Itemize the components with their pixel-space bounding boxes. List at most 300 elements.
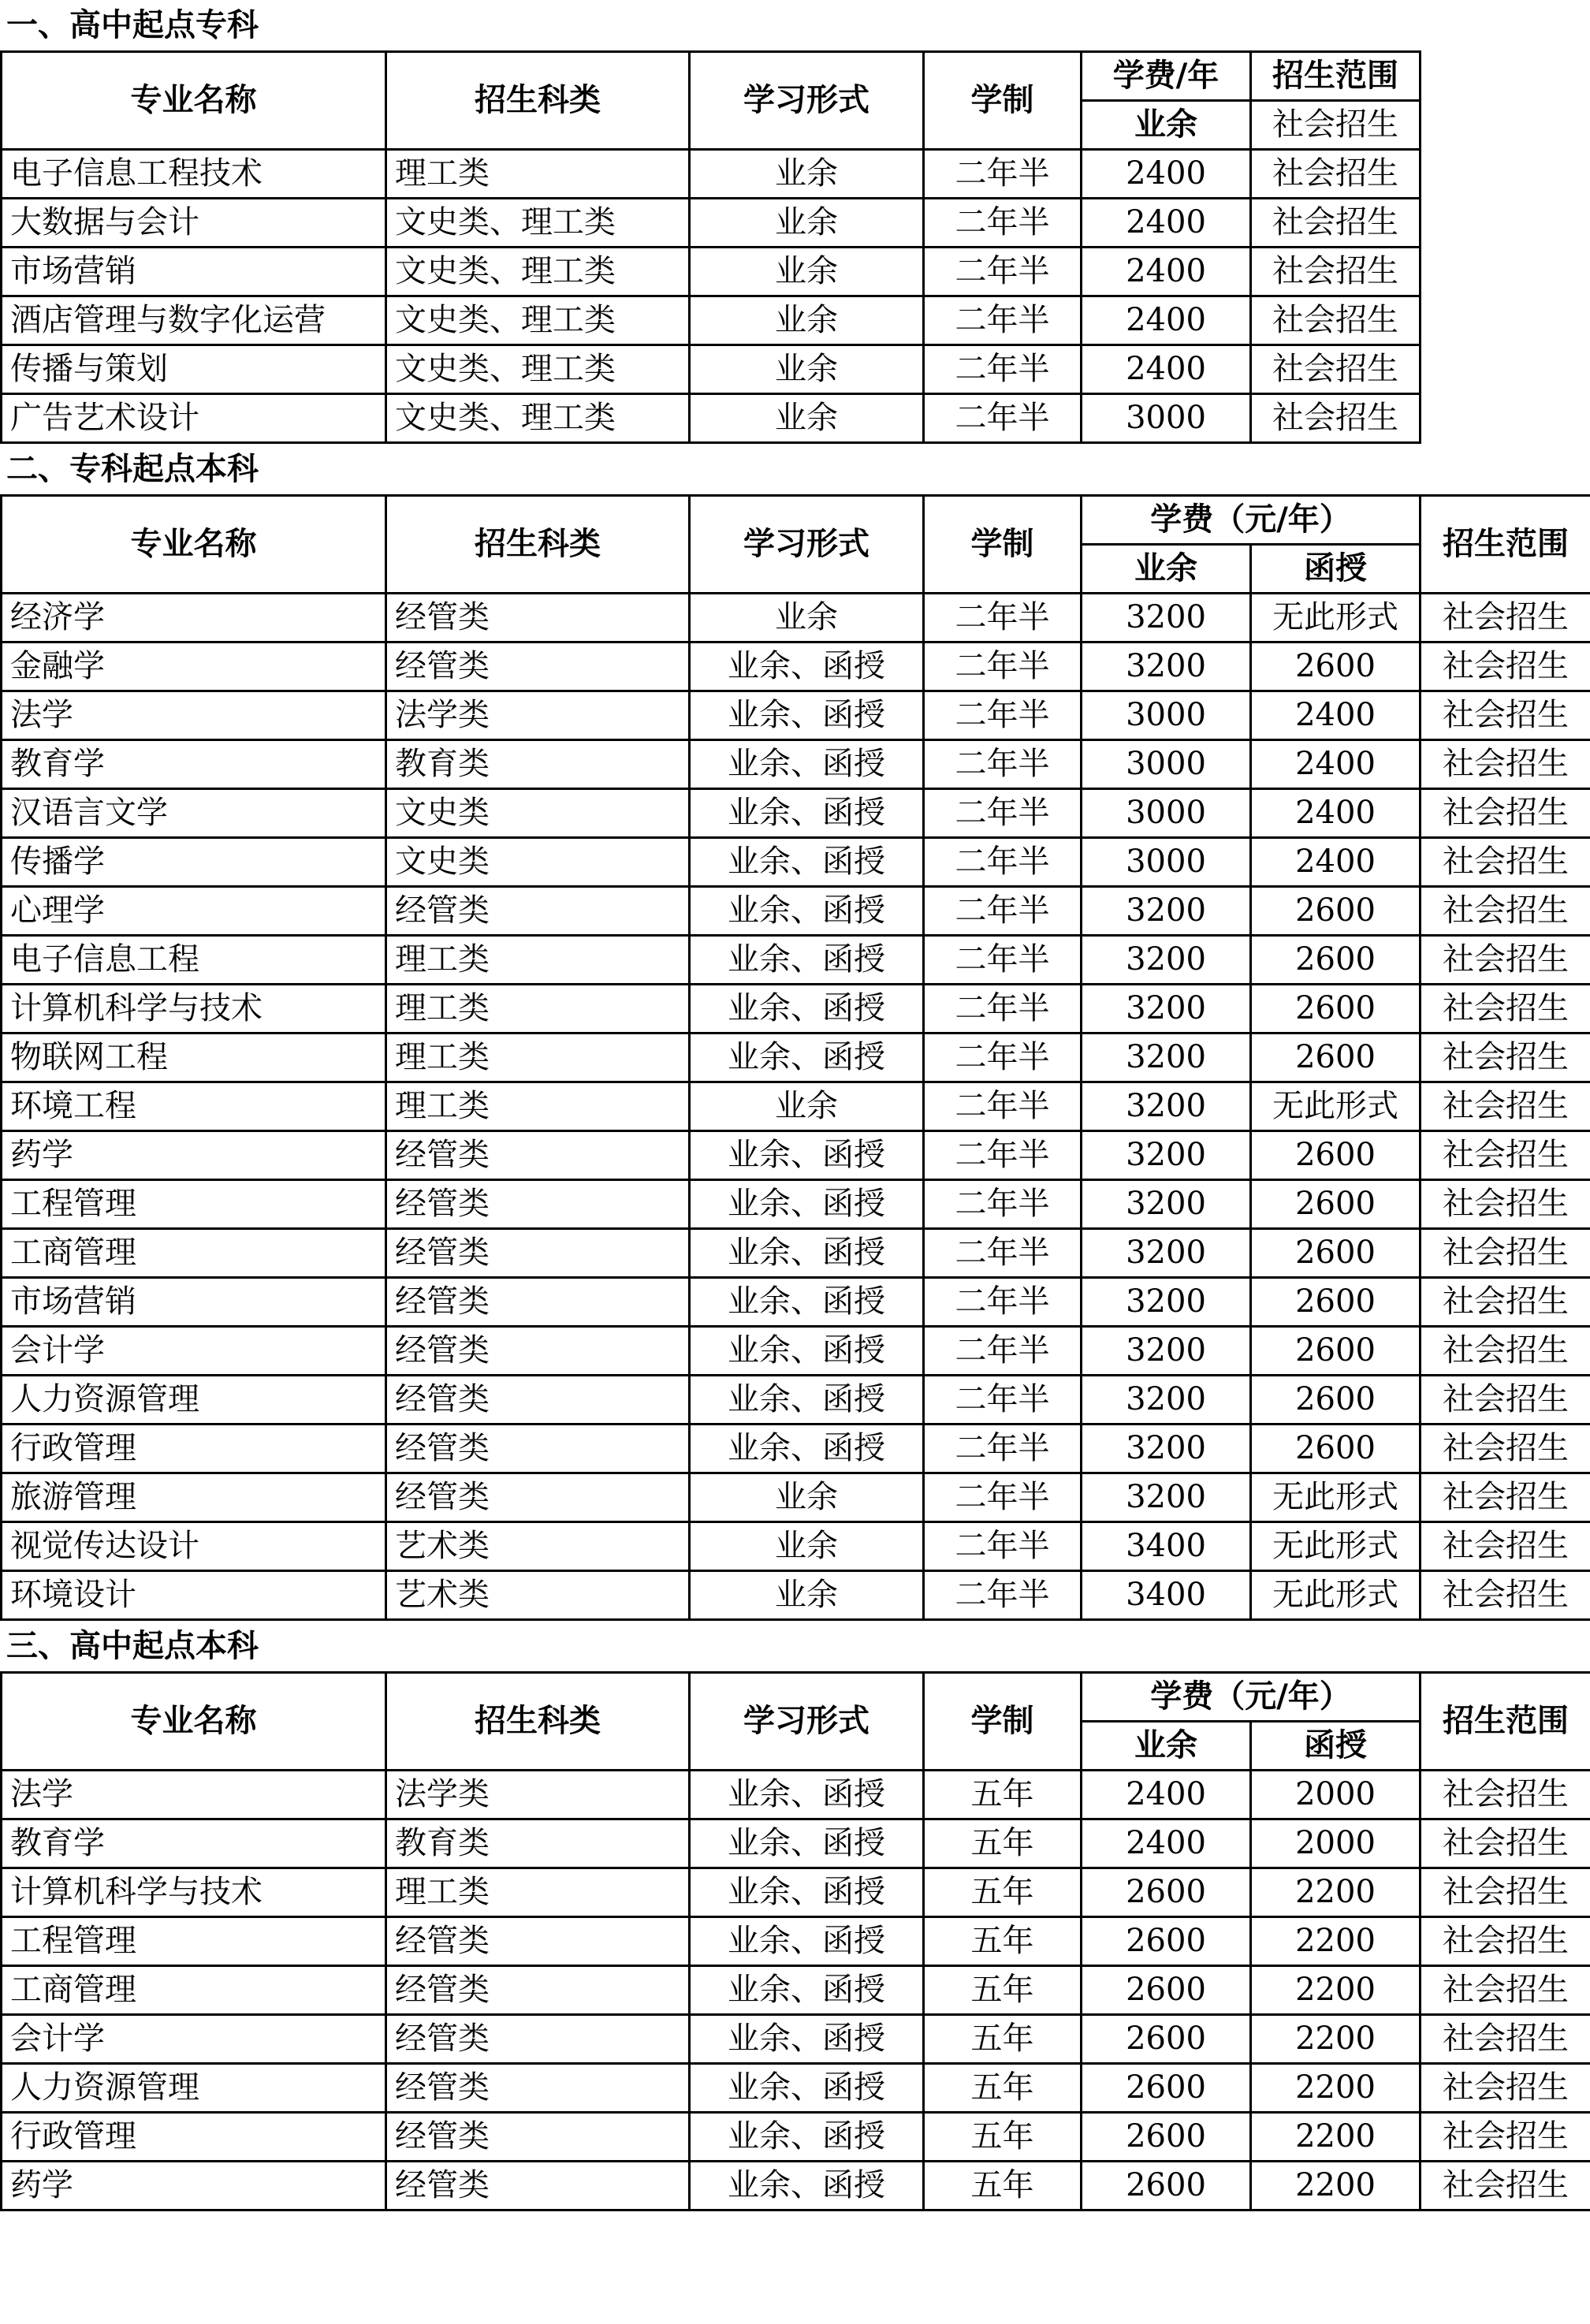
- cell-scope: 社会招生: [1421, 887, 1590, 936]
- header-name: 专业名称: [2, 496, 386, 594]
- cell-name: 传播学: [2, 838, 386, 887]
- cell-duration: 五年: [924, 1819, 1082, 1868]
- cell-fee-part-time: 2600: [1082, 2162, 1251, 2210]
- cell-form: 业余: [690, 345, 924, 394]
- table-row: [2, 1278, 1590, 1327]
- cell-fee-part-time: 3400: [1082, 1522, 1251, 1571]
- table-row: [2, 691, 1590, 740]
- table-row: [2, 1082, 1590, 1131]
- cell-scope: 社会招生: [1421, 1571, 1590, 1620]
- cell-duration: 五年: [924, 2162, 1082, 2210]
- table-row: [2, 1376, 1590, 1425]
- cell-name: 大数据与会计: [2, 199, 386, 248]
- cell-name: 旅游管理: [2, 1473, 386, 1522]
- cell-fee-correspondence: 2200: [1251, 1966, 1421, 2015]
- cell-name: 心理学: [2, 887, 386, 936]
- cell-name: 行政管理: [2, 2113, 386, 2162]
- cell-scope: 社会招生: [1421, 838, 1590, 887]
- cell-category: 艺术类: [386, 1571, 690, 1620]
- cell-name: 物联网工程: [2, 1034, 386, 1082]
- cell-form: 业余、函授: [690, 1229, 924, 1278]
- table-row: [2, 642, 1590, 691]
- cell-form: 业余、函授: [690, 1425, 924, 1473]
- table-row: [2, 887, 1590, 936]
- cell-name: 人力资源管理: [2, 2064, 386, 2113]
- cell-form: 业余、函授: [690, 1917, 924, 1966]
- cell-category: 理工类: [386, 1868, 690, 1917]
- table-row: [2, 150, 1421, 199]
- section-2-table: [0, 494, 1590, 1621]
- section-2-body: [2, 594, 1590, 1620]
- section-2-title: 二、专科起点本科: [6, 451, 259, 487]
- cell-duration: 二年半: [924, 936, 1082, 985]
- cell-fee-part-time: 2600: [1082, 2064, 1251, 2113]
- section-1-title: 一、高中起点专科: [6, 7, 259, 43]
- cell-scope: 社会招生: [1421, 1522, 1590, 1571]
- cell-category: 理工类: [386, 936, 690, 985]
- section-1-table: [0, 50, 1421, 444]
- table-row: [2, 1473, 1590, 1522]
- cell-name: 法学: [2, 691, 386, 740]
- table-row: [2, 936, 1590, 985]
- cell-form: 业余、函授: [690, 789, 924, 838]
- header-category: 招生科类: [386, 496, 690, 594]
- cell-category: 经管类: [386, 2113, 690, 2162]
- cell-form: 业余: [690, 150, 924, 199]
- cell-form: 业余、函授: [690, 2162, 924, 2210]
- cell-name: 药学: [2, 1131, 386, 1180]
- cell-fee-part-time: 3200: [1082, 1034, 1251, 1082]
- cell-form: 业余、函授: [690, 1868, 924, 1917]
- table-row: [2, 789, 1590, 838]
- cell-duration: 二年半: [924, 394, 1082, 443]
- cell-scope: 社会招生: [1421, 1868, 1590, 1917]
- cell-scope: 社会招生: [1421, 740, 1590, 789]
- cell-form: 业余、函授: [690, 1819, 924, 1868]
- cell-name: 金融学: [2, 642, 386, 691]
- cell-duration: 二年半: [924, 789, 1082, 838]
- cell-name: 工商管理: [2, 1966, 386, 2015]
- cell-scope: 社会招生: [1251, 394, 1421, 443]
- header-category: 招生科类: [386, 52, 690, 150]
- cell-category: 经管类: [386, 1229, 690, 1278]
- cell-scope: 社会招生: [1421, 1473, 1590, 1522]
- cell-form: 业余: [690, 1473, 924, 1522]
- cell-form: 业余、函授: [690, 936, 924, 985]
- cell-duration: 二年半: [924, 594, 1082, 642]
- cell-fee-correspondence: 无此形式: [1251, 1522, 1421, 1571]
- cell-fee-part-time: 3000: [1082, 740, 1251, 789]
- cell-category: 经管类: [386, 2162, 690, 2210]
- cell-form: 业余: [690, 394, 924, 443]
- header-name: 专业名称: [2, 52, 386, 150]
- table-row: [2, 2113, 1590, 2162]
- cell-category: 理工类: [386, 1034, 690, 1082]
- cell-fee-correspondence: 2400: [1251, 789, 1421, 838]
- cell-duration: 二年半: [924, 1327, 1082, 1376]
- cell-category: 文史类: [386, 838, 690, 887]
- cell-duration: 二年半: [924, 345, 1082, 394]
- cell-scope: 社会招生: [1421, 936, 1590, 985]
- cell-category: 文史类、理工类: [386, 248, 690, 296]
- table-row: [2, 2064, 1590, 2113]
- cell-category: 理工类: [386, 985, 690, 1034]
- header-scope: 招生范围: [1421, 1673, 1590, 1771]
- cell-scope: 社会招生: [1421, 1819, 1590, 1868]
- cell-scope: 社会招生: [1421, 2113, 1590, 2162]
- cell-form: 业余、函授: [690, 2064, 924, 2113]
- cell-category: 经管类: [386, 1473, 690, 1522]
- table-row: [2, 1917, 1590, 1966]
- cell-fee-part-time: 2400: [1082, 1819, 1251, 1868]
- cell-fee-part-time: 3200: [1082, 1082, 1251, 1131]
- cell-fee-part-time: 3000: [1082, 394, 1251, 443]
- cell-fee-correspondence: 2200: [1251, 1917, 1421, 1966]
- cell-duration: 二年半: [924, 985, 1082, 1034]
- cell-form: 业余、函授: [690, 1278, 924, 1327]
- cell-fee-part-time: 3200: [1082, 1229, 1251, 1278]
- cell-fee-correspondence: 无此形式: [1251, 1571, 1421, 1620]
- cell-fee-correspondence: 2200: [1251, 2015, 1421, 2064]
- cell-name: 广告艺术设计: [2, 394, 386, 443]
- cell-duration: 二年半: [924, 838, 1082, 887]
- table-row: [2, 594, 1590, 642]
- table-row: [2, 2015, 1590, 2064]
- cell-form: 业余: [690, 1082, 924, 1131]
- header-form: 学习形式: [690, 52, 924, 150]
- cell-name: 市场营销: [2, 248, 386, 296]
- cell-category: 经管类: [386, 1131, 690, 1180]
- cell-fee-correspondence: 2400: [1251, 740, 1421, 789]
- cell-category: 经管类: [386, 1917, 690, 1966]
- header-scope: 招生范围: [1421, 496, 1590, 594]
- cell-name: 药学: [2, 2162, 386, 2210]
- section-3-title: 三、高中起点本科: [6, 1628, 259, 1664]
- cell-fee-correspondence: 2600: [1251, 1034, 1421, 1082]
- cell-duration: 五年: [924, 1868, 1082, 1917]
- cell-form: 业余、函授: [690, 740, 924, 789]
- cell-fee-correspondence: 2600: [1251, 1376, 1421, 1425]
- cell-duration: 五年: [924, 2113, 1082, 2162]
- table-row: [2, 838, 1590, 887]
- header-fee: 学费/年: [1082, 52, 1251, 101]
- cell-scope: 社会招生: [1421, 1180, 1590, 1229]
- cell-scope: 社会招生: [1421, 1278, 1590, 1327]
- cell-duration: 二年半: [924, 1034, 1082, 1082]
- cell-duration: 二年半: [924, 248, 1082, 296]
- cell-name: 行政管理: [2, 1425, 386, 1473]
- cell-fee-part-time: 3200: [1082, 1131, 1251, 1180]
- cell-name: 工程管理: [2, 1917, 386, 1966]
- cell-fee-part-time: 3200: [1082, 642, 1251, 691]
- cell-category: 文史类、理工类: [386, 296, 690, 345]
- cell-category: 法学类: [386, 691, 690, 740]
- cell-name: 市场营销: [2, 1278, 386, 1327]
- table-row: [2, 1327, 1590, 1376]
- cell-category: 经管类: [386, 1966, 690, 2015]
- section-3-table: [0, 1671, 1590, 2211]
- cell-fee-correspondence: 2200: [1251, 2162, 1421, 2210]
- cell-scope: 社会招生: [1251, 199, 1421, 248]
- cell-name: 计算机科学与技术: [2, 985, 386, 1034]
- cell-fee-part-time: 2400: [1082, 199, 1251, 248]
- cell-fee-part-time: 2600: [1082, 2015, 1251, 2064]
- cell-category: 教育类: [386, 740, 690, 789]
- cell-name: 计算机科学与技术: [2, 1868, 386, 1917]
- cell-scope: 社会招生: [1421, 594, 1590, 642]
- cell-duration: 二年半: [924, 1425, 1082, 1473]
- section-3-body: [2, 1771, 1590, 2210]
- header-part-time: 业余: [1082, 1722, 1251, 1771]
- cell-fee-correspondence: 2600: [1251, 985, 1421, 1034]
- cell-category: 经管类: [386, 1376, 690, 1425]
- cell-form: 业余、函授: [690, 1034, 924, 1082]
- table-row: [2, 296, 1421, 345]
- cell-name: 酒店管理与数字化运营: [2, 296, 386, 345]
- cell-duration: 二年半: [924, 691, 1082, 740]
- header-duration: 学制: [924, 52, 1082, 150]
- cell-duration: 二年半: [924, 642, 1082, 691]
- header-correspondence: 函授: [1251, 545, 1421, 594]
- cell-scope: 社会招生: [1421, 691, 1590, 740]
- table-row: [2, 248, 1421, 296]
- header-fee: 学费（元/年）: [1082, 1673, 1421, 1722]
- cell-fee-part-time: 2600: [1082, 2113, 1251, 2162]
- cell-name: 经济学: [2, 594, 386, 642]
- table-row: [2, 1868, 1590, 1917]
- cell-name: 电子信息工程: [2, 936, 386, 985]
- cell-scope: 社会招生: [1421, 1376, 1590, 1425]
- header-form: 学习形式: [690, 1673, 924, 1771]
- cell-fee-part-time: 3200: [1082, 936, 1251, 985]
- cell-fee-correspondence: 2600: [1251, 1278, 1421, 1327]
- cell-form: 业余、函授: [690, 1131, 924, 1180]
- cell-form: 业余、函授: [690, 1180, 924, 1229]
- header-form: 学习形式: [690, 496, 924, 594]
- cell-fee-part-time: 3000: [1082, 789, 1251, 838]
- cell-fee-part-time: 2400: [1082, 150, 1251, 199]
- cell-scope: 社会招生: [1421, 1229, 1590, 1278]
- cell-category: 经管类: [386, 2015, 690, 2064]
- cell-category: 经管类: [386, 1425, 690, 1473]
- cell-fee-correspondence: 2400: [1251, 691, 1421, 740]
- header-duration: 学制: [924, 1673, 1082, 1771]
- cell-category: 经管类: [386, 594, 690, 642]
- cell-category: 文史类、理工类: [386, 394, 690, 443]
- cell-scope: 社会招生: [1251, 296, 1421, 345]
- cell-fee-part-time: 3000: [1082, 691, 1251, 740]
- cell-category: 经管类: [386, 887, 690, 936]
- cell-fee-correspondence: 2200: [1251, 1868, 1421, 1917]
- section-1-body: [2, 150, 1421, 443]
- cell-fee-correspondence: 2400: [1251, 838, 1421, 887]
- cell-category: 理工类: [386, 1082, 690, 1131]
- cell-form: 业余: [690, 1522, 924, 1571]
- cell-scope: 社会招生: [1421, 789, 1590, 838]
- cell-fee-part-time: 3200: [1082, 1278, 1251, 1327]
- cell-name: 工程管理: [2, 1180, 386, 1229]
- cell-category: 理工类: [386, 150, 690, 199]
- cell-duration: 五年: [924, 1771, 1082, 1819]
- cell-duration: 二年半: [924, 150, 1082, 199]
- cell-scope: 社会招生: [1251, 150, 1421, 199]
- table-row: [2, 1819, 1590, 1868]
- cell-fee-correspondence: 2000: [1251, 1819, 1421, 1868]
- cell-fee-correspondence: 2600: [1251, 1229, 1421, 1278]
- cell-form: 业余、函授: [690, 691, 924, 740]
- cell-category: 经管类: [386, 2064, 690, 2113]
- cell-duration: 二年半: [924, 199, 1082, 248]
- cell-form: 业余、函授: [690, 642, 924, 691]
- table-row: [2, 1229, 1590, 1278]
- cell-fee-part-time: 2400: [1082, 248, 1251, 296]
- table-row: [2, 985, 1590, 1034]
- table-row: [2, 1571, 1590, 1620]
- cell-scope: 社会招生: [1421, 1425, 1590, 1473]
- table-row: [2, 1966, 1590, 2015]
- cell-fee-part-time: 3400: [1082, 1571, 1251, 1620]
- cell-fee-correspondence: 2600: [1251, 936, 1421, 985]
- cell-form: 业余: [690, 1571, 924, 1620]
- cell-form: 业余、函授: [690, 1966, 924, 2015]
- cell-duration: 五年: [924, 2015, 1082, 2064]
- table-row: [2, 1034, 1590, 1082]
- cell-form: 业余、函授: [690, 1376, 924, 1425]
- header-duration: 学制: [924, 496, 1082, 594]
- cell-duration: 二年半: [924, 1180, 1082, 1229]
- cell-form: 业余、函授: [690, 1327, 924, 1376]
- cell-name: 环境设计: [2, 1571, 386, 1620]
- cell-form: 业余: [690, 248, 924, 296]
- table-row: [2, 1522, 1590, 1571]
- cell-fee-correspondence: 2600: [1251, 642, 1421, 691]
- cell-fee-part-time: 3200: [1082, 1327, 1251, 1376]
- cell-scope: 社会招生: [1421, 2162, 1590, 2210]
- cell-name: 教育学: [2, 1819, 386, 1868]
- cell-name: 电子信息工程技术: [2, 150, 386, 199]
- cell-scope: 社会招生: [1421, 1327, 1590, 1376]
- cell-fee-part-time: 2600: [1082, 1868, 1251, 1917]
- cell-duration: 二年半: [924, 1229, 1082, 1278]
- header-scope-sub: 社会招生: [1251, 101, 1421, 150]
- cell-fee-part-time: 2400: [1082, 345, 1251, 394]
- cell-form: 业余、函授: [690, 838, 924, 887]
- table-row: [2, 394, 1421, 443]
- cell-duration: 五年: [924, 1917, 1082, 1966]
- cell-scope: 社会招生: [1421, 2064, 1590, 2113]
- header-name: 专业名称: [2, 1673, 386, 1771]
- header-correspondence: 函授: [1251, 1722, 1421, 1771]
- header-part-time: 业余: [1082, 101, 1251, 150]
- cell-duration: 二年半: [924, 1082, 1082, 1131]
- cell-fee-correspondence: 2600: [1251, 1425, 1421, 1473]
- cell-form: 业余、函授: [690, 2015, 924, 2064]
- cell-fee-part-time: 3200: [1082, 985, 1251, 1034]
- cell-category: 经管类: [386, 1327, 690, 1376]
- cell-fee-part-time: 3000: [1082, 838, 1251, 887]
- cell-form: 业余: [690, 199, 924, 248]
- cell-category: 文史类: [386, 789, 690, 838]
- cell-fee-correspondence: 2600: [1251, 887, 1421, 936]
- cell-scope: 社会招生: [1421, 1917, 1590, 1966]
- cell-fee-part-time: 2600: [1082, 1966, 1251, 2015]
- table-row: [2, 740, 1590, 789]
- cell-fee-correspondence: 2600: [1251, 1327, 1421, 1376]
- cell-name: 环境工程: [2, 1082, 386, 1131]
- cell-name: 会计学: [2, 2015, 386, 2064]
- cell-scope: 社会招生: [1421, 642, 1590, 691]
- cell-duration: 二年半: [924, 1522, 1082, 1571]
- header-category: 招生科类: [386, 1673, 690, 1771]
- cell-fee-part-time: 3200: [1082, 1425, 1251, 1473]
- cell-name: 传播与策划: [2, 345, 386, 394]
- table-row: [2, 345, 1421, 394]
- cell-name: 会计学: [2, 1327, 386, 1376]
- cell-name: 汉语言文学: [2, 789, 386, 838]
- cell-duration: 二年半: [924, 1473, 1082, 1522]
- cell-fee-part-time: 3200: [1082, 1376, 1251, 1425]
- cell-fee-correspondence: 2600: [1251, 1131, 1421, 1180]
- table-row: [2, 1180, 1590, 1229]
- cell-scope: 社会招生: [1421, 1082, 1590, 1131]
- table-row: [2, 1425, 1590, 1473]
- cell-scope: 社会招生: [1421, 1131, 1590, 1180]
- cell-duration: 二年半: [924, 1131, 1082, 1180]
- cell-fee-part-time: 2600: [1082, 1917, 1251, 1966]
- cell-category: 文史类、理工类: [386, 345, 690, 394]
- cell-category: 艺术类: [386, 1522, 690, 1571]
- cell-fee-correspondence: 2200: [1251, 2113, 1421, 2162]
- cell-category: 法学类: [386, 1771, 690, 1819]
- cell-name: 人力资源管理: [2, 1376, 386, 1425]
- cell-fee-part-time: 2400: [1082, 296, 1251, 345]
- cell-category: 文史类、理工类: [386, 199, 690, 248]
- cell-fee-correspondence: 2200: [1251, 2064, 1421, 2113]
- cell-scope: 社会招生: [1251, 248, 1421, 296]
- cell-scope: 社会招生: [1421, 1034, 1590, 1082]
- cell-form: 业余、函授: [690, 1771, 924, 1819]
- cell-duration: 二年半: [924, 1571, 1082, 1620]
- cell-form: 业余、函授: [690, 985, 924, 1034]
- cell-fee-correspondence: 无此形式: [1251, 594, 1421, 642]
- cell-duration: 二年半: [924, 1278, 1082, 1327]
- cell-fee-correspondence: 无此形式: [1251, 1082, 1421, 1131]
- header-scope: 招生范围: [1251, 52, 1421, 101]
- cell-duration: 二年半: [924, 740, 1082, 789]
- cell-fee-correspondence: 2000: [1251, 1771, 1421, 1819]
- cell-category: 经管类: [386, 1278, 690, 1327]
- cell-duration: 五年: [924, 1966, 1082, 2015]
- cell-name: 视觉传达设计: [2, 1522, 386, 1571]
- table-row: [2, 199, 1421, 248]
- cell-fee-part-time: 3200: [1082, 887, 1251, 936]
- cell-duration: 五年: [924, 2064, 1082, 2113]
- cell-form: 业余、函授: [690, 887, 924, 936]
- cell-fee-part-time: 3200: [1082, 1473, 1251, 1522]
- cell-fee-part-time: 3200: [1082, 1180, 1251, 1229]
- cell-name: 教育学: [2, 740, 386, 789]
- cell-category: 经管类: [386, 1180, 690, 1229]
- cell-category: 教育类: [386, 1819, 690, 1868]
- table-row: [2, 1771, 1590, 1819]
- cell-fee-part-time: 2400: [1082, 1771, 1251, 1819]
- cell-duration: 二年半: [924, 296, 1082, 345]
- table-row: [2, 1131, 1590, 1180]
- cell-form: 业余: [690, 594, 924, 642]
- cell-duration: 二年半: [924, 887, 1082, 936]
- cell-form: 业余、函授: [690, 2113, 924, 2162]
- table-row: [2, 2162, 1590, 2210]
